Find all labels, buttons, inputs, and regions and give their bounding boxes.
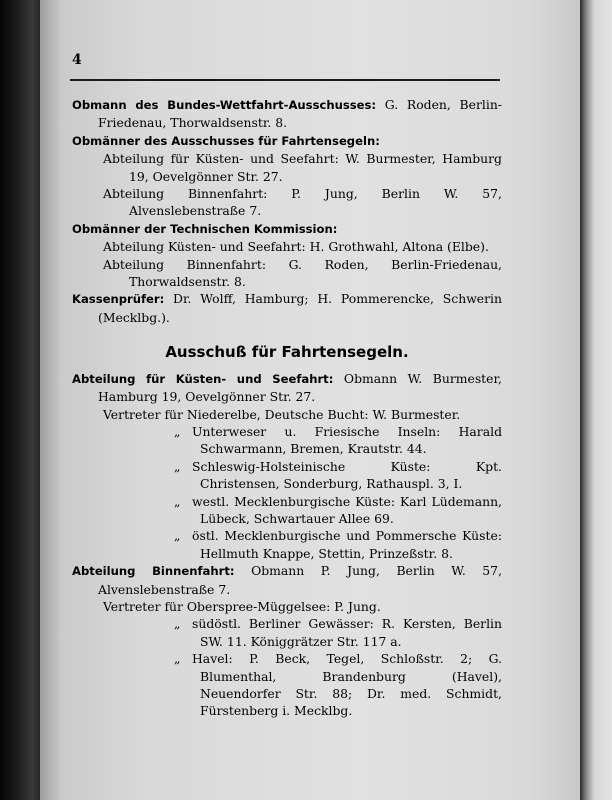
bundes-wettfahrt-entry (72, 96, 502, 132)
entry-label: Obmänner des Ausschusses für Fahrtensegeln: (72, 133, 380, 148)
vertreter-text: westl. Mecklenburgische Küste: Karl Lüdemann, Lübeck, Schwartauer Allee 69. (192, 493, 502, 526)
sub-entry: Abteilung für Küsten- und Seefahrt: W. Burmester, Hamburg 19, Oevelgönner Str. 27. (103, 151, 502, 184)
binnenfahrt-entry (72, 562, 502, 598)
entry-text: Dr. Wolff, Hamburg; H. Pommerencke, Schwerin (Mecklbg.). (98, 291, 502, 325)
ditto-mark: „ (174, 423, 181, 439)
entry-text: Obmann W. Burmester, Hamburg 19, Oevelgönner Str. 27. (98, 370, 502, 405)
sub-entry: Abteilung Binnenfahrt: P. Jung, Berlin W. 57, Alvenslebenstraße 7. (103, 186, 502, 219)
header-rule (70, 79, 500, 81)
page-content (72, 96, 502, 720)
ditto-mark: „ (174, 493, 181, 509)
entry-label: Kassenprüfer: (72, 292, 165, 307)
vertreter-text: Havel: P. Beck, Tegel, Schloßstr. 2; G. Blumenthal, Brandenburg (Havel), Neuendorfer Str. 88; Dr. med. Schmidt, Fürstenberg i. Mecklbg. (192, 651, 502, 719)
entry-text: Obmann P. Jung, Berlin W. 57, Alvenslebenstraße 7. (98, 563, 503, 597)
entry-text: G. Roden, Berlin-Friedenau, Thorwaldsenstr. 8. (98, 97, 502, 131)
vertreter-text: östl. Mecklenburgische und Pommersche Küste: Hellmuth Knappe, Stettin, Prinzeßstr. 8. (192, 528, 502, 561)
vertreter-intro: Vertreter für Oberspree-Müggelsee: P. Jung. (103, 598, 381, 614)
vertreter-text: Schleswig-Holsteinische Küste: Kpt. Christensen, Sonderburg, Rathauspl. 3, I. (192, 458, 502, 492)
sub-entry: Abteilung Küsten- und Seefahrt: H. Grothwahl, Altona (Elbe). (103, 239, 489, 255)
entry-label: Abteilung für Küsten- und Seefahrt: (72, 371, 334, 386)
page-number: 4 (72, 52, 82, 68)
sub-entry: Abteilung Binnenfahrt: G. Roden, Berlin-Friedenau, Thorwaldsenstr. 8. (103, 256, 502, 290)
entry-label: Obmann des Bundes-Wettfahrt-Ausschusses: (72, 98, 377, 112)
vertreter-text: südöstl. Berliner Gewässer: R. Kersten, Berlin SW. 11. Königgrätzer Str. 117 a. (192, 616, 502, 649)
entry-label: Obmänner der Technischen Kommission: (72, 221, 338, 236)
ditto-mark: „ (174, 458, 181, 474)
vertreter-item (72, 650, 502, 720)
vertreter-item (72, 615, 502, 650)
ditto-mark: „ (174, 528, 181, 544)
vertreter-item (72, 527, 502, 562)
section-title: Ausschuß für Fahrtensegeln. (165, 343, 409, 362)
ditto-mark: „ (174, 616, 181, 632)
vertreter-intro: Vertreter für Niederelbe, Deutsche Bucht: W. Burmester. (103, 406, 461, 422)
vertreter-item (72, 458, 502, 493)
vertreter-text: Unterweser u. Friesische Inseln: Harald Schwarmann, Bremen, Krautstr. 44. (192, 423, 502, 457)
fahrtensegeln-obmaenner-entry (72, 132, 502, 150)
technische-kommission-entry (72, 220, 502, 238)
kuesten-seefahrt-entry (72, 370, 502, 406)
vertreter-item (72, 493, 502, 528)
next-page-edge (580, 0, 612, 800)
vertreter-item (72, 423, 502, 458)
kassenpruefer-entry (72, 290, 502, 326)
entry-label: Abteilung Binnenfahrt: (72, 564, 235, 579)
ditto-mark: „ (174, 651, 181, 667)
